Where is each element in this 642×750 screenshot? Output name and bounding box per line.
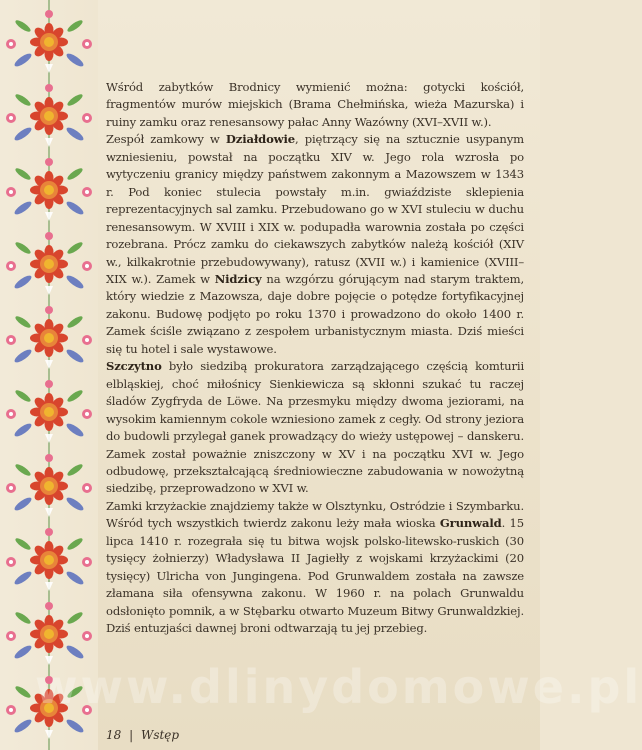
bud [45,528,53,536]
blossom-center [9,190,13,194]
leaf [66,18,84,33]
leaf [14,18,32,33]
blossom-center [85,116,89,120]
leaf [66,388,84,403]
leaf [65,569,85,586]
blossom-center [85,42,89,46]
bud [45,306,53,314]
leaf [66,314,84,329]
text-run: . 15 lipca 1410 r. rozegrała się tu bitwa wojsk polsko-litewsko-ruskich (30 tysięcy żołnierzy) Władysława II Jagiełły z wojskami krzyżackimi (20 tysięcy) Ulricha von Jungingena. Pod Grunwaldem została na zawsze złamana siła ofensywna zakonu. W 1960 r. na polach Grunwaldu odsłonięto pomnik, a w Stębarku otwarto Muzeum Bitwy Grunwaldzkiej. Dziś entuzjaści dawnej broni odtwarzają tu jej przebieg. [106,516,524,636]
place-name: Grunwald [439,516,502,531]
blossom-center [9,264,13,268]
flower-center [44,111,54,121]
page-footer [106,728,179,742]
paragraph [106,131,524,358]
blossom-center [85,412,89,416]
leaf [66,92,84,107]
section-title: Wstęp [140,728,180,742]
leaf [14,684,32,699]
place-name: Szczytno [106,359,162,374]
floral-ornament-icon [0,0,98,750]
leaf [13,569,33,586]
blossom-center [85,634,89,638]
bud [45,232,53,240]
white-petal [45,212,53,221]
text-run: Zamki krzyżackie znajdziemy także w Olsztynku, Ostródzie i Szymbarku. Wśród tych wszystkich twierdz zakonu leży mała wioska [106,498,524,531]
bud [45,84,53,92]
leaf [14,92,32,107]
leaf [65,347,85,364]
white-petal [45,582,53,591]
white-petal [45,730,53,739]
paragraph [106,79,524,131]
leaf [14,388,32,403]
footer-separator: | [129,728,134,742]
blossom-center [9,560,13,564]
leaf [13,421,33,438]
leaf [13,717,33,734]
blossom-center [9,412,13,416]
leaf [65,199,85,216]
blossom-center [85,486,89,490]
bud [45,10,53,18]
text-run: Zespół zamkowy w [106,132,226,147]
flower-center [44,259,54,269]
text-run: , piętrzący się na sztucznie usypanym wzniesieniu, powstał na początku XIV w. Jego rola wzrosła po wytyczeniu granicy między państwem zakonnym a Mazowszem w 1343 r. Pod koniec stulecia powstały m.in. gwiaździste sklepienia reprezentacyjnych sal zamku. Przebudowano go w XVI stuleciu w duchu renesansowym. W XVIII i XIX w. podupadła warownia została po części rozebrana. Prócz zamku do ciekawszych zabytków należą kościół (XIV w., kilkakrotnie przebudowywany), ratusz (XVII w.) i kamienice (XVIII–XIX w.). Zamek w [106,132,524,286]
leaf [13,273,33,290]
flower-center [44,481,54,491]
leaf [65,643,85,660]
leaf [13,495,33,512]
blossom-center [9,486,13,490]
leaf [66,166,84,181]
leaf [14,536,32,551]
leaf [13,199,33,216]
blossom-center [9,634,13,638]
leaf [13,125,33,142]
leaf [13,643,33,660]
bud [45,380,53,388]
leaf [66,536,84,551]
text-run: Wśród zabytków Brodnicy wymienić można: gotycki kościół, fragmentów murów miejskich (Brama Chełmińska, wieża Mazurska) i ruiny zamku oraz renesansowy pałac Anny Wazówny (XVI–XVII w.). [106,80,524,129]
blossom-center [9,708,13,712]
leaf [66,462,84,477]
white-petal [45,286,53,295]
blossom-center [9,42,13,46]
folk-floral-border [0,0,98,750]
bud [45,158,53,166]
blossom-center [9,338,13,342]
flower-center [44,37,54,47]
white-petal [45,138,53,147]
leaf [13,51,33,68]
flower-center [44,333,54,343]
leaf [65,421,85,438]
watermark: www.dlinydomowe.pl [35,660,642,714]
white-petal [45,360,53,369]
page-number: 18 [106,728,122,742]
blossom-center [85,264,89,268]
leaf [14,166,32,181]
leaf [65,495,85,512]
white-petal [45,434,53,443]
text-run: było siedzibą prokuratora zarządzającego częścią komturii elbląskiej, choć miłośnicy Sienkiewicza są skłonni szukać tu raczej śladów Zygfryda de Löwe. Na przesmyku między dwoma jeziorami, na wysokim kamiennym cokole wzniesiono zamek z cegły. Od strony jeziora do budowli przylegał ganek prowadzący do wieży ustępowej – danskeru. Zamek został poważnie zniszczony w XV i na początku XVI w. Jego odbudowę, przekształcającą średniowieczne zabudowania w nowożytną siedzibę, przeprowadzono w XVI w. [106,359,524,496]
blossom-center [85,190,89,194]
blossom-center [85,560,89,564]
bud [45,602,53,610]
flower-center [44,407,54,417]
leaf [13,347,33,364]
leaf [65,717,85,734]
place-name: Działdowie [225,132,295,147]
white-petal [45,508,53,517]
leaf [14,240,32,255]
flower-center [44,185,54,195]
bud [45,454,53,462]
blossom-center [85,338,89,342]
white-petal [45,64,53,73]
leaf [14,462,32,477]
flower-center [44,555,54,565]
leaf [66,610,84,625]
leaf [65,125,85,142]
leaf [66,240,84,255]
place-name: Nidzicy [214,271,262,286]
text-run: na wzgórzu górującym nad starym traktem, który wiedzie z Mazowsza, daje dobre pojęcie o potędze fortyfikacyjnej zakonu. Budowę podjęto po roku 1370 i prowadzono do około 1400 r. Zamek ściśle związano z zespołem urbanistycznym miasta. Dziś mieści się tu hotel i sale wystawowe. [106,271,524,356]
leaf [65,273,85,290]
leaf [14,610,32,625]
article-text [106,79,524,638]
flower-center [44,629,54,639]
blossom-center [9,116,13,120]
leaf [65,51,85,68]
paragraph [106,358,524,498]
leaf [14,314,32,329]
paragraph [106,498,524,638]
